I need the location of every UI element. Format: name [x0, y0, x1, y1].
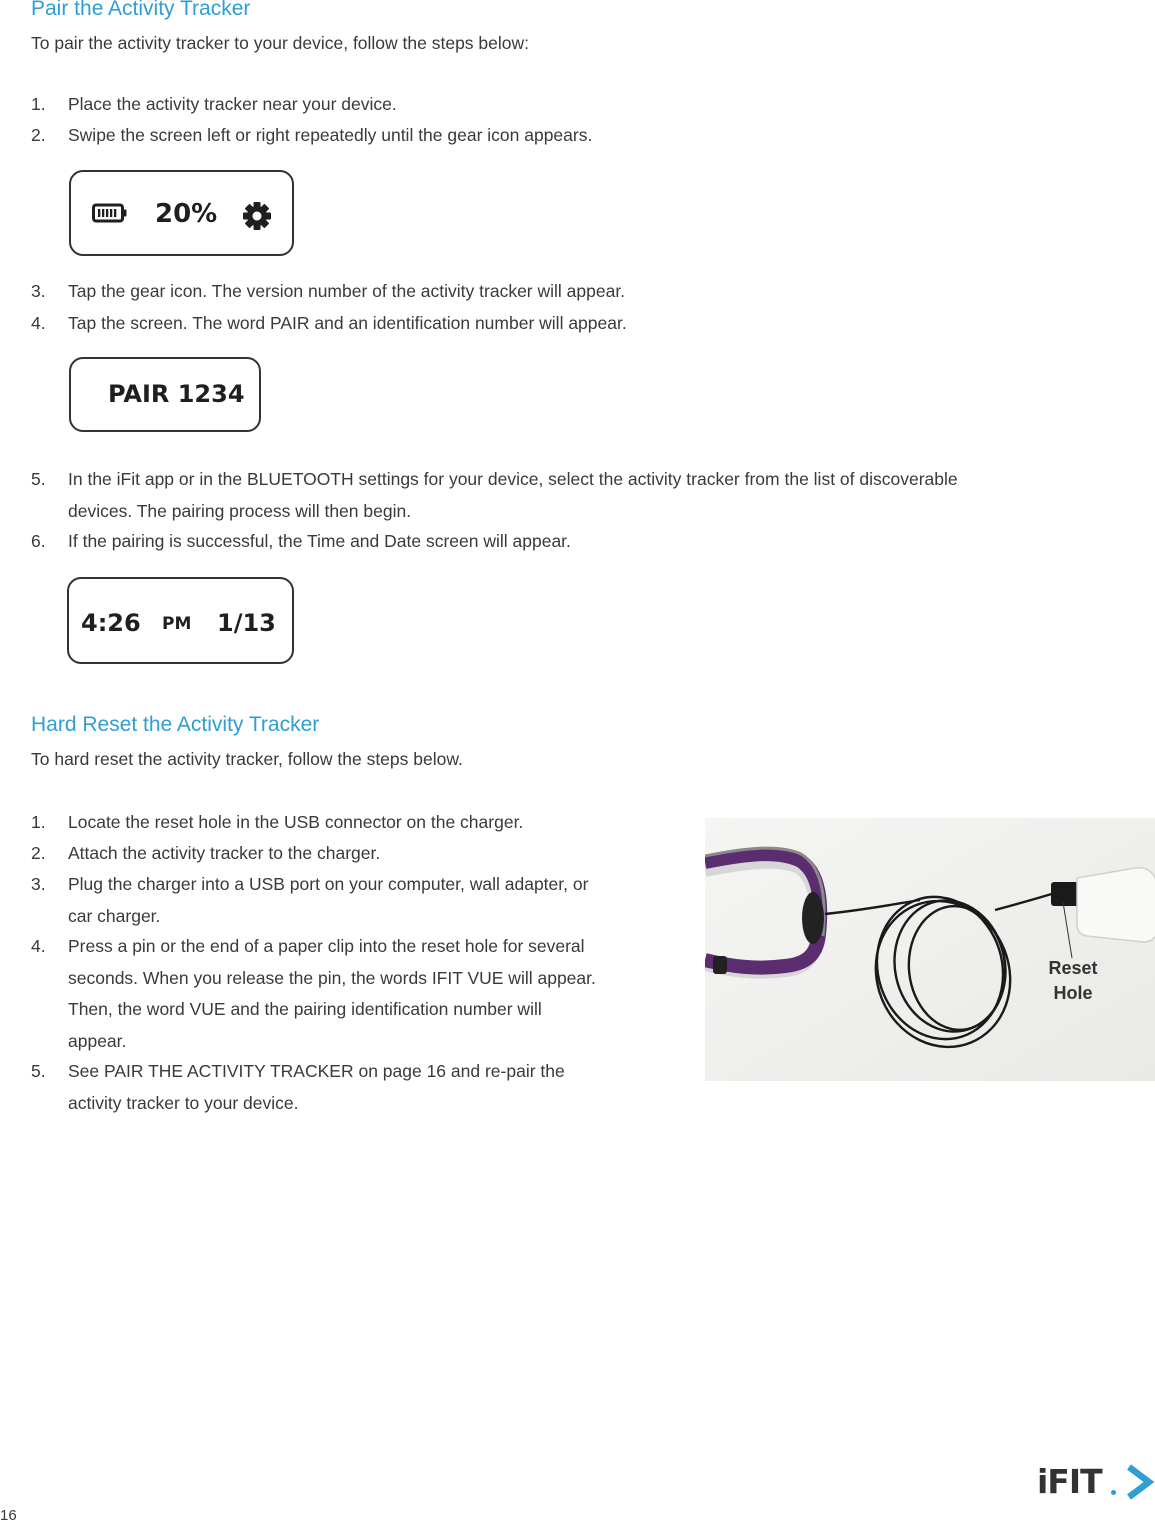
reset-heading: Hard Reset the Activity Tracker: [31, 713, 320, 736]
reset-step-5: 5. See PAIR THE ACTIVITY TRACKER on page 16 and re-pair the activity tracker to your device.: [31, 1061, 565, 1113]
ampm-text: PM: [162, 614, 192, 634]
reset-hole-label: Reset Hole: [1048, 958, 1098, 1003]
pair-heading: Pair the Activity Tracker: [31, 0, 251, 20]
reset-intro: To hard reset the activity tracker, follow the steps below.: [31, 749, 463, 769]
battery-percent: 20%: [155, 199, 218, 229]
chevron-right-icon: [1125, 1464, 1155, 1500]
logo-dot: [1111, 1490, 1116, 1495]
page-number: 16: [0, 1507, 17, 1524]
tracker-charger-photo: [705, 818, 1155, 1081]
tracker-screen-battery: [69, 170, 294, 256]
reset-step-4: 4. Press a pin or the end of a paper clip into the reset hole for several seconds. When you release the pin, the words IFIT VUE will appear. Then, the word VUE and the pairing identification number will appear.: [31, 936, 596, 1051]
time-text: 4:26: [81, 609, 141, 637]
tracker-screen-time: [67, 577, 294, 664]
tracker-screen-pair: [69, 357, 261, 432]
battery-icon: [92, 202, 128, 224]
ifit-logo: [1037, 1462, 1155, 1502]
pair-step-5: 5. In the iFit app or in the BLUETOOTH settings for your device, select the activity tracker from the list of discoverable devices. The pairing process will then begin.: [31, 469, 958, 521]
date-text: 1/13: [217, 609, 276, 637]
gear-icon: [242, 201, 272, 231]
pair-code-text: PAIR 1234: [108, 380, 245, 408]
reset-step-3: 3. Plug the charger into a USB port on your computer, wall adapter, or car charger.: [31, 874, 589, 926]
pair-intro: To pair the activity tracker to your device, follow the steps below:: [31, 33, 530, 53]
ifit-logo-text: iFIT: [1037, 1462, 1102, 1501]
tracker-charger-illustration: [705, 818, 1155, 1081]
